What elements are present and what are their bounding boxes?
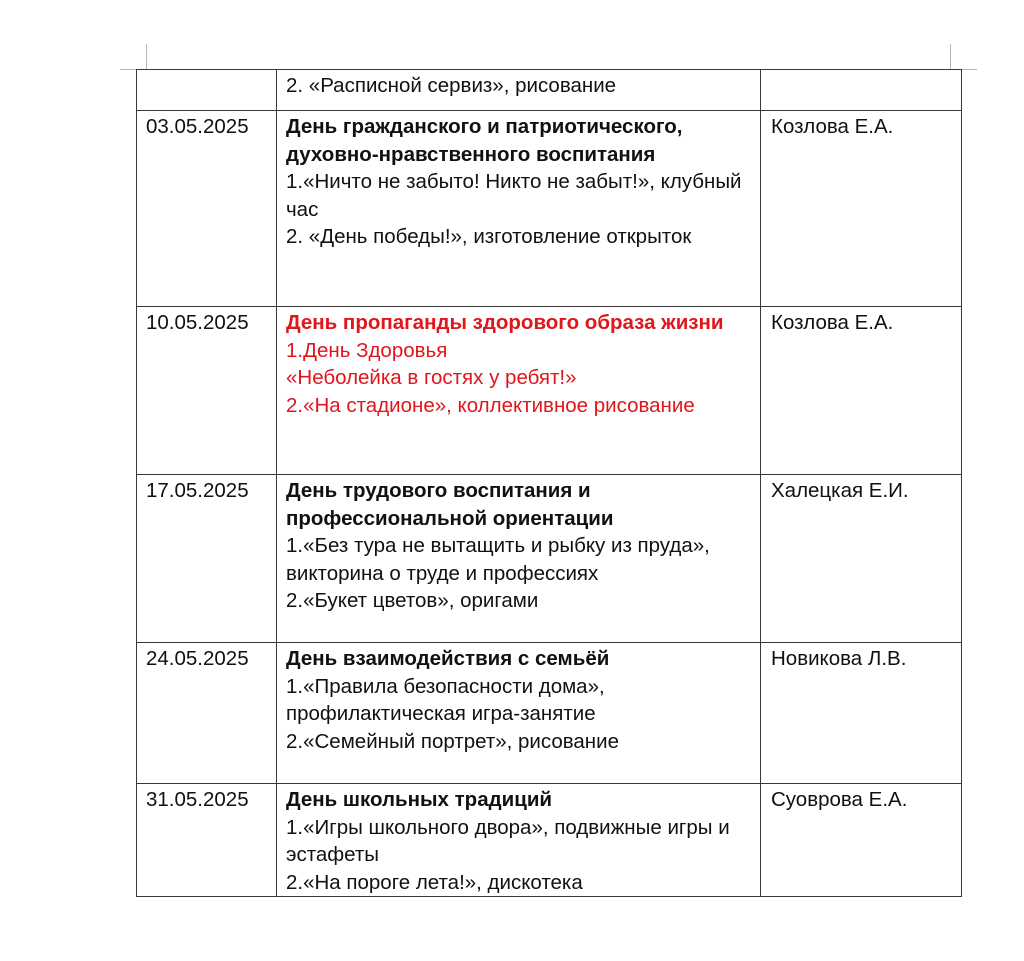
date-text: 17.05.2025 [146,479,249,502]
event-item: «Неболейка в гостях у ребят!» [286,366,577,389]
responsible-text: Козлова Е.А. [771,311,894,334]
table-row [137,784,962,897]
date-cell [137,643,277,784]
schedule-table [136,69,962,897]
event-item: 2. «День победы!», изготовление открыток [286,225,692,248]
event-item: 1.«Без тура не вытащить и рыбку из пруда», викторина о труде и профессиях [286,534,710,585]
date-cell [137,475,277,643]
responsible-cell [761,70,962,111]
event-item: 1.«Игры школьного двора», подвижные игры и эстафеты [286,815,730,866]
event-item: 2.«На пороге лета!», дискотека [286,870,583,894]
event-item: 2.«На стадионе», коллективное рисование [286,393,695,417]
date-cell [137,784,277,897]
responsible-cell [761,643,962,784]
table-row [137,70,962,111]
event-title: День гражданского и патриотического, духовно-нравственного воспитания [286,115,683,166]
event-title: День школьных традиций [286,788,553,811]
event-item: 2.«Семейный портрет», рисование [286,729,619,753]
page-margin-mark-left [146,44,147,70]
table-row [137,307,962,475]
event-cell [277,70,761,111]
page-margin-mark-right [950,44,951,70]
event-title: День трудового воспитания и профессиональной ориентации [286,479,614,530]
date-text: 31.05.2025 [146,788,249,811]
event-cell [277,475,761,643]
date-text: 10.05.2025 [146,311,249,334]
table-row [137,643,962,784]
responsible-cell [761,307,962,475]
date-text: 03.05.2025 [146,115,249,138]
responsible-text: Новикова Л.В. [771,647,907,670]
responsible-text: Козлова Е.А. [771,115,894,138]
date-cell [137,307,277,475]
responsible-text: Суоврова Е.А. [771,788,908,811]
event-title: День взаимодействия с семьёй [286,647,610,670]
table-row [137,111,962,307]
event-item: 1.День Здоровья [286,338,448,362]
event-item: 1.«Правила безопасности дома», профилактическая игра-занятие [286,674,605,725]
event-item: 2.«Букет цветов», оригами [286,589,539,612]
event-cell [277,784,761,897]
responsible-cell [761,111,962,307]
table-row [137,475,962,643]
date-cell [137,111,277,307]
responsible-text: Халецкая Е.И. [771,479,909,502]
event-cell [277,643,761,784]
responsible-cell [761,475,962,643]
event-title: День пропаганды здорового образа жизни [286,311,724,334]
responsible-cell [761,784,962,897]
event-item: 2. «Расписной сервиз», рисование [286,74,617,97]
event-cell [277,307,761,475]
date-text: 24.05.2025 [146,647,249,670]
event-item: 1.«Ничто не забыто! Никто не забыт!», клубный час [286,170,742,221]
date-cell [137,70,277,111]
event-cell [277,111,761,307]
